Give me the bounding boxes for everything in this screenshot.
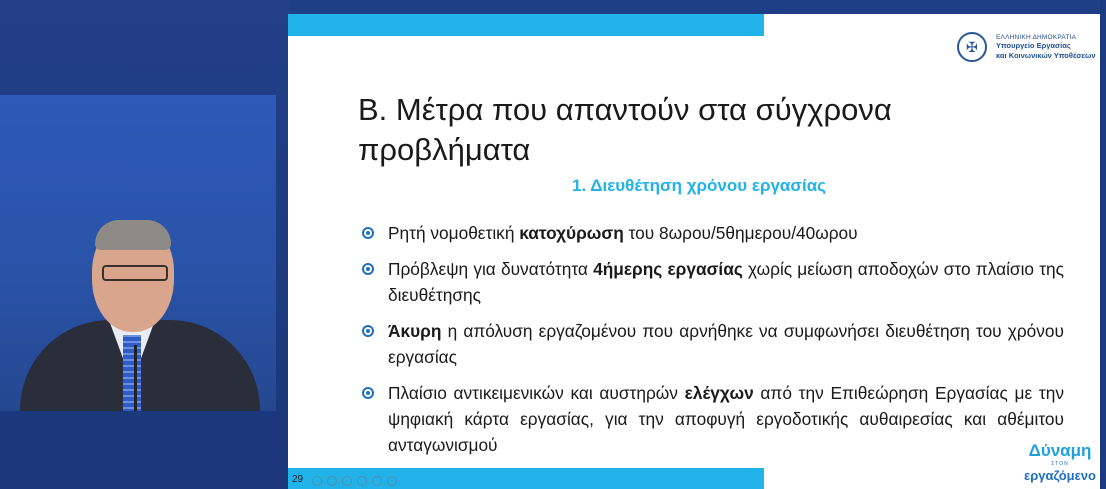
bullet-text: Πλαίσιο αντικειμενικών και αυστηρών (388, 383, 685, 403)
speaker-glasses (102, 265, 168, 281)
ministry-logo-text (996, 34, 1100, 61)
bullet-emphasis: κατοχύρωση (519, 223, 624, 243)
ministry-line-3: και Κοινωνικών Υποθέσεων (996, 51, 1096, 60)
ministry-line-2: Υπουργείο Εργασίας (996, 41, 1071, 50)
bullet-text: Ρητή νομοθετική (388, 223, 520, 243)
bullet-text: χωρίς μείωση αποδοχών στο πλαίσιο της διευθέτησης (388, 259, 1064, 305)
pen-icon[interactable] (342, 476, 352, 486)
branding-line-1: Δύναμη (1028, 441, 1092, 460)
bullet-text: του 8ωρου/5θημερου/40ωρου (623, 223, 858, 243)
presentation-slide (288, 14, 1100, 489)
campaign-branding-logo (1020, 442, 1100, 482)
more-options-icon[interactable] (387, 476, 397, 486)
bullet-list (362, 220, 1064, 458)
slide-subtitle: 1. Διευθέτηση χρόνου εργασίας (572, 176, 827, 195)
greek-republic-emblem-icon: ✠ (957, 32, 987, 62)
subtitles-icon[interactable] (372, 476, 382, 486)
ministry-line-1: ΕΛΛΗΝΙΚΗ ΔΗΜΟΚΡΑΤΙΑ (996, 34, 1077, 41)
branding-line-3: εργαζόμενο (1024, 468, 1096, 483)
speaker-hair (95, 220, 171, 250)
slide-page-number: 29 (292, 474, 304, 485)
bullet-circle-icon (362, 387, 374, 399)
bullet-circle-icon (362, 325, 374, 337)
next-slide-icon[interactable] (327, 476, 337, 486)
bullet-text: η απόλυση εργαζομένου που αρνήθηκε να συμφωνήσει διευθέτηση του χρόνου εργασίας (388, 321, 1064, 367)
bullet-circle-icon (362, 263, 374, 275)
bullet-text: Πρόβλεψη για δυνατότητα (388, 259, 594, 279)
speaker-tie (123, 335, 141, 411)
microphone (134, 345, 137, 411)
bullet-item (362, 380, 1064, 458)
search-icon[interactable] (357, 476, 367, 486)
bullet-item (362, 220, 1064, 246)
bullet-circle-icon (362, 227, 374, 239)
bullet-item (362, 318, 1064, 370)
bullet-emphasis: Άκυρη (388, 321, 442, 341)
slide-title: Β. Μέτρα που απαντούν στα σύγχρονα προβλήματα (358, 92, 892, 167)
branding-line-2: ΣΤΟΝ (1051, 461, 1069, 467)
bullet-emphasis: 4ήμερης εργασίας (593, 259, 743, 279)
slide-top-accent-bar (288, 14, 764, 36)
previous-slide-icon[interactable] (312, 476, 322, 486)
bullet-text: από την Επιθεώρηση Εργασίας με την ψηφιακή κάρτα εργασίας, για την αποφυγή εργοδοτικής αυθαιρεσίας και αθέμιτου ανταγωνισμού (388, 383, 1065, 455)
background-right-edge (1100, 0, 1106, 489)
bullet-emphasis: ελέγχων (684, 383, 754, 403)
speaker-video-feed (0, 95, 276, 411)
bullet-item (362, 256, 1064, 308)
slideshow-toolbar[interactable] (312, 476, 397, 486)
